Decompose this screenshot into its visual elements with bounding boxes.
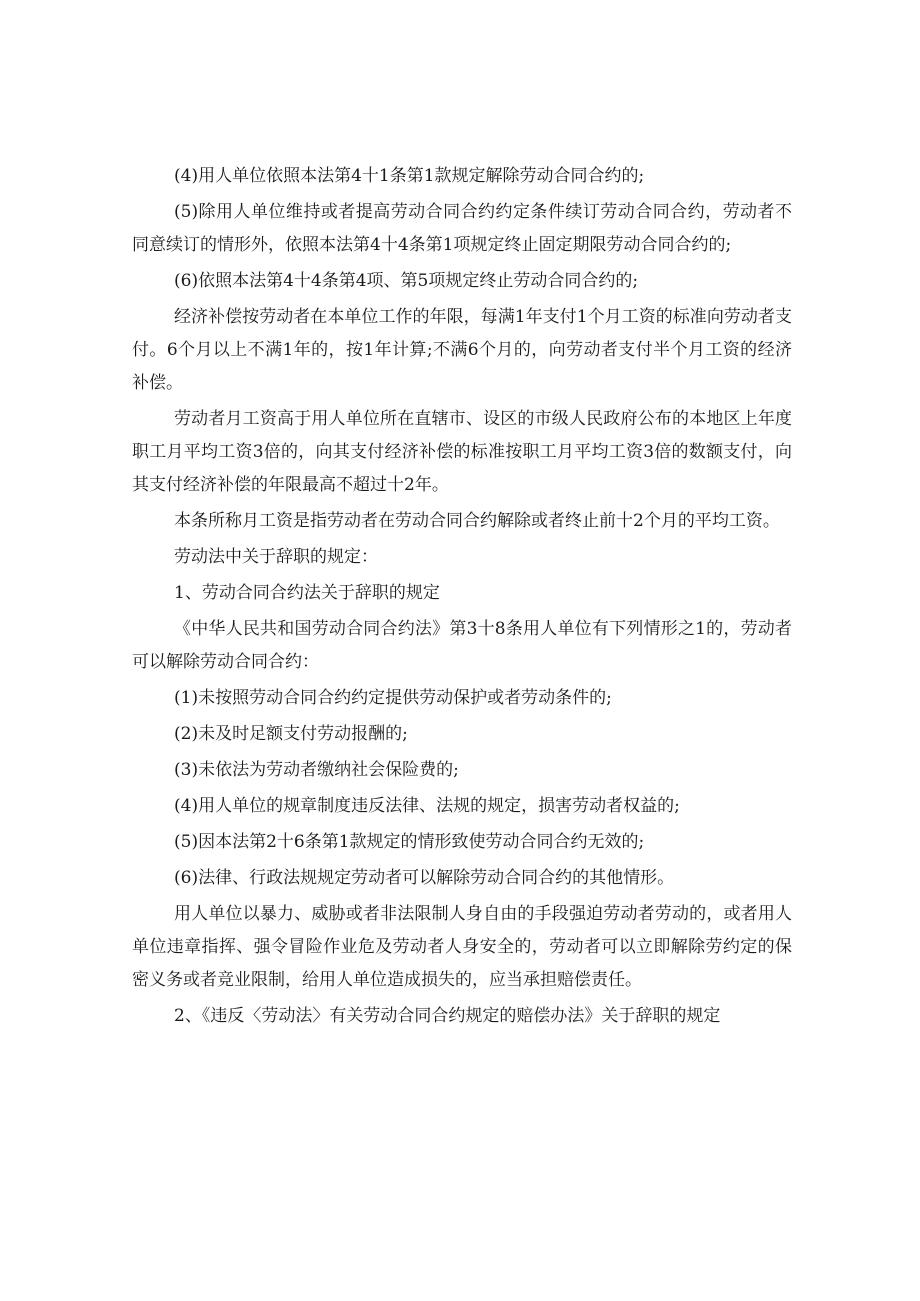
paragraph: (6)依照本法第4十4条第4项、第5项规定终止劳动合同合约的; — [174, 271, 639, 291]
section-heading: 1、劳动合同合约法关于辞职的规定 — [174, 583, 440, 603]
list-item: (5)因本法第2十6条第1款规定的情形致使劳动合同合约无效的; — [174, 832, 645, 852]
paragraph: 《中华人民共和国劳动合同合约法》第3十8条用人单位有下列情形之1的，劳动者可以解除劳动合同合约： — [132, 619, 792, 672]
document-body — [132, 160, 792, 1036]
section-heading: 2、《违反〈劳动法〉有关劳动合同合约规定的赔偿办法》关于辞职的规定 — [174, 1006, 721, 1026]
paragraph: 本条所称月工资是指劳动者在劳动合同合约解除或者终止前十2个月的平均工资。 — [174, 511, 780, 531]
list-item: (2)未及时足额支付劳动报酬的; — [174, 724, 408, 744]
list-item: (1)未按照劳动合同合约约定提供劳动保护或者劳动条件的; — [174, 688, 612, 708]
paragraph: 劳动法中关于辞职的规定： — [174, 547, 378, 567]
paragraph: 用人单位以暴力、威胁或者非法限制人身自由的手段强迫劳动者劳动的，或者用人单位违章指挥、强令冒险作业危及劳动者人身安全的，劳动者可以立即解除劳约定的保密义务或者竞业限制，给用人单位造成损失的，应当承担赔偿责任。 — [132, 904, 792, 990]
list-item: (6)法律、行政法规规定劳动者可以解除劳动合同合约的其他情形。 — [174, 868, 675, 888]
list-item: (4)用人单位的规章制度违反法律、法规的规定，损害劳动者权益的; — [174, 796, 680, 816]
paragraph: (5)除用人单位维持或者提高劳动合同合约约定条件续订劳动合同合约，劳动者不同意续订的情形外，依照本法第4十4条第1项规定终止固定期限劳动合同合约的; — [132, 202, 792, 255]
paragraph: (4)用人单位依照本法第4十1条第1款规定解除劳动合同合约的; — [174, 166, 645, 186]
paragraph: 经济补偿按劳动者在本单位工作的年限，每满1年支付1个月工资的标准向劳动者支付。6个月以上不满1年的，按1年计算;不满6个月的，向劳动者支付半个月工资的经济补偿。 — [132, 307, 792, 393]
paragraph: 劳动者月工资高于用人单位所在直辖市、设区的市级人民政府公布的本地区上年度职工月平均工资3倍的，向其支付经济补偿的标准按职工月平均工资3倍的数额支付，向其支付经济补偿的年限最高不超过十2年。 — [132, 409, 792, 495]
list-item: (3)未依法为劳动者缴纳社会保险费的; — [174, 760, 459, 780]
